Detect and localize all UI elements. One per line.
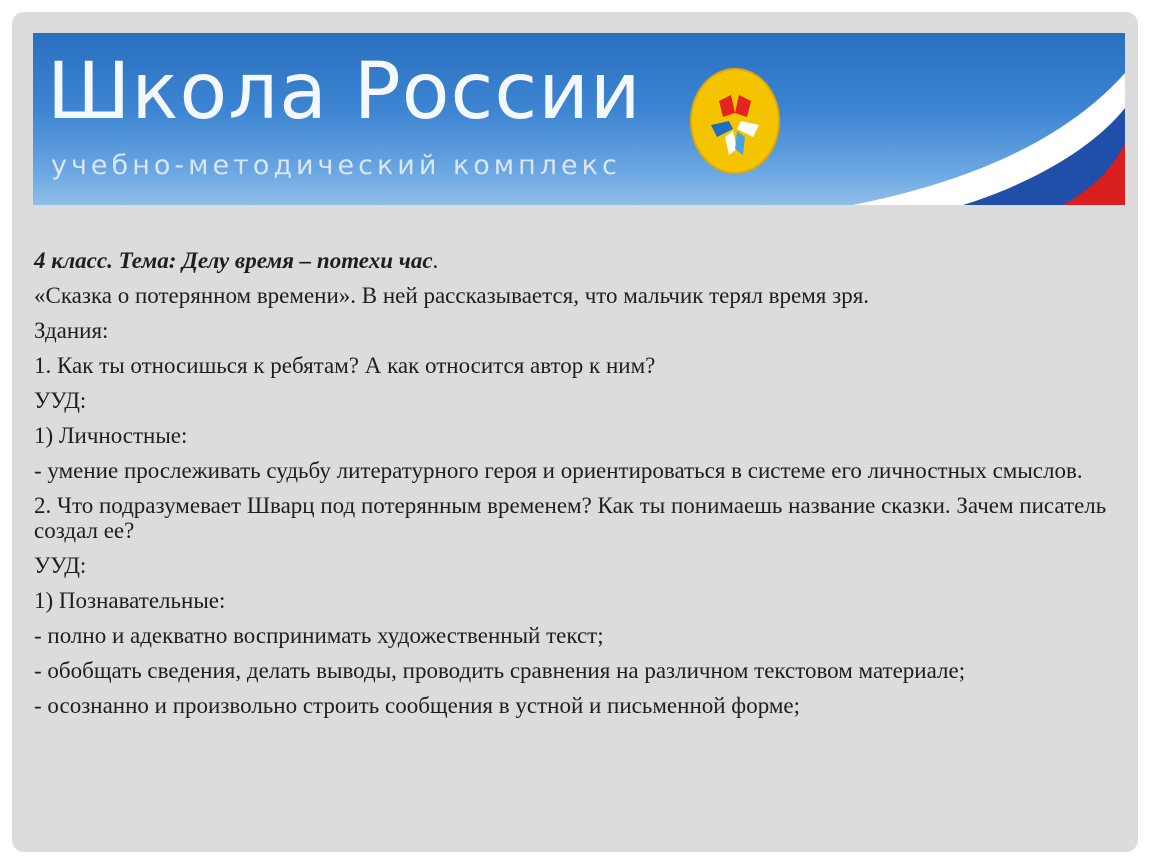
content-line: «Сказка о потерянном времени». В ней рассказывается, что мальчик терял время зря. — [34, 283, 870, 308]
content-line: - умение прослеживать судьбу литературного героя и ориентироваться в системе его личностных смыслов. — [34, 458, 1083, 483]
banner-subtitle: учебно-методический комплекс — [51, 150, 621, 181]
lesson-title-period: . — [432, 248, 439, 273]
content-line: УУД: — [34, 553, 87, 578]
content-line: - полно и адекватно воспринимать художественный текст; — [34, 623, 604, 648]
content-line: 1) Личностные: — [34, 423, 188, 448]
content-line: 1. Как ты относишься к ребятам? А как относится автор к ним? — [34, 353, 656, 378]
lesson-title — [34, 248, 1124, 273]
slide — [12, 12, 1138, 852]
header-banner — [33, 33, 1125, 205]
content-line: - обобщать сведения, делать выводы, проводить сравнения на различном текстовом материале; — [34, 658, 966, 683]
banner-title: Школа России — [47, 47, 642, 137]
content-line: 2. Что подразумевает Шварц под потерянным временем? Как ты понимаешь название сказки. Зачем писатель создал ее? — [34, 493, 1107, 543]
content-line: 1) Познавательные: — [34, 588, 226, 613]
lesson-title-text: 4 класс. Тема: Делу время – потехи час — [34, 248, 433, 273]
content-line: Здания: — [34, 318, 109, 343]
school-of-russia-logo-icon — [689, 67, 781, 175]
slide-content — [34, 248, 1124, 728]
content-line: УУД: — [34, 388, 87, 413]
content-line: - осознанно и произвольно строить сообщения в устной и письменной форме; — [34, 693, 801, 718]
